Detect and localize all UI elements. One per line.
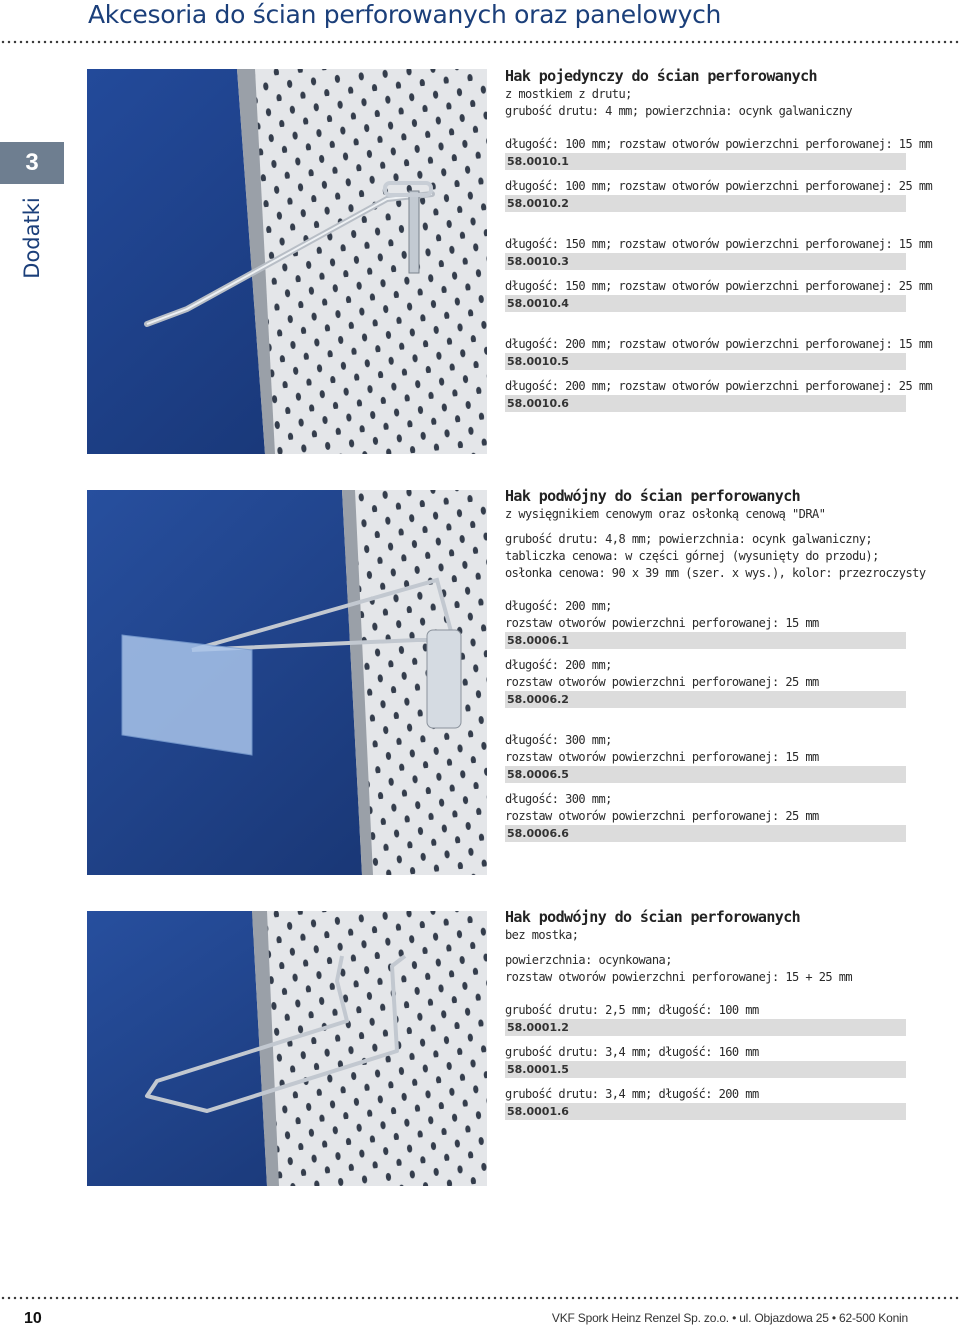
product-photo-double-hook-price-holder [87,490,487,875]
variant-spec: rozstaw otworów powierzchni perforowanej: 15 mm [505,750,819,764]
chapter-label: Dodatki [20,197,44,279]
variant-spec: rozstaw otworów powierzchni perforowanej: 25 mm [505,675,819,689]
product-photo-double-hook-no-bridge [87,911,487,1186]
product-desc: powierzchnia: ocynkowana; [505,953,672,967]
footer-divider [0,1296,960,1300]
product-desc: rozstaw otworów powierzchni perforowanej: 15 + 25 mm [505,970,853,984]
page-title: Akcesoria do ścian perforowanych oraz panelowych [88,0,722,29]
variant-spec: długość: 300 mm; [505,733,612,747]
variant-spec: długość: 200 mm; [505,599,612,613]
article-code: 58.0010.5 [505,353,906,370]
product-desc: grubość drutu: 4 mm; powierzchnia: ocynk galwaniczny [505,104,853,118]
article-code: 58.0010.1 [505,153,906,170]
variant-spec: długość: 200 mm; rozstaw otworów powierzchni perforowanej: 25 mm [505,379,933,393]
variant-spec: długość: 150 mm; rozstaw otworów powierzchni perforowanej: 25 mm [505,279,933,293]
article-code: 58.0006.6 [505,825,906,842]
variant-spec: długość: 200 mm; rozstaw otworów powierzchni perforowanej: 15 mm [505,337,933,351]
variant-spec: grubość drutu: 3,4 mm; długość: 200 mm [505,1087,759,1101]
product-desc: tabliczka cenowa: w części górnej (wysunięty do przodu); [505,549,879,563]
article-code: 58.0010.2 [505,195,906,212]
variant-spec: długość: 150 mm; rozstaw otworów powierzchni perforowanej: 15 mm [505,237,933,251]
product-2-info [505,486,926,850]
variant-spec: grubość drutu: 2,5 mm; długość: 100 mm [505,1003,759,1017]
company-address: VKF Spork Heinz Renzel Sp. zo.o. • ul. Objazdowa 25 • 62-500 Konin [551,1311,908,1325]
product-1-info [505,66,933,420]
variant-spec: rozstaw otworów powierzchni perforowanej: 15 mm [505,616,819,630]
variant-spec: rozstaw otworów powierzchni perforowanej: 25 mm [505,809,819,823]
article-code: 58.0006.2 [505,691,906,708]
article-code: 58.0010.6 [505,395,906,412]
product-title: Hak podwójny do ścian perforowanych [505,487,801,505]
article-code: 58.0006.5 [505,766,906,783]
product-3-info [505,907,906,1128]
product-title: Hak podwójny do ścian perforowanych [505,908,801,926]
article-code: 58.0001.5 [505,1061,906,1078]
chapter-number-badge: 3 [0,142,64,184]
product-desc: z wysięgnikiem cenowym oraz osłonką cenową "DRA" [505,507,826,521]
product-photo-single-hook [87,69,487,454]
article-code: 58.0001.2 [505,1019,906,1036]
variant-spec: długość: 100 mm; rozstaw otworów powierzchni perforowanej: 25 mm [505,179,933,193]
article-code: 58.0010.4 [505,295,906,312]
article-code: 58.0001.6 [505,1103,906,1120]
page-number: 10 [24,1310,42,1327]
article-code: 58.0010.3 [505,253,906,270]
variant-spec: grubość drutu: 3,4 mm; długość: 160 mm [505,1045,759,1059]
variant-spec: długość: 200 mm; [505,658,612,672]
variant-spec: długość: 100 mm; rozstaw otworów powierzchni perforowanej: 15 mm [505,137,933,151]
product-desc: grubość drutu: 4,8 mm; powierzchnia: ocynk galwaniczny; [505,532,873,546]
product-title: Hak pojedynczy do ścian perforowanych [505,67,817,85]
product-desc: z mostkiem z drutu; [505,87,632,101]
article-code: 58.0006.1 [505,632,906,649]
product-desc: osłonka cenowa: 90 x 39 mm (szer. x wys.), kolor: przezroczysty [505,566,926,580]
variant-spec: długość: 300 mm; [505,792,612,806]
product-desc: bez mostka; [505,928,579,942]
header-divider [0,40,960,44]
